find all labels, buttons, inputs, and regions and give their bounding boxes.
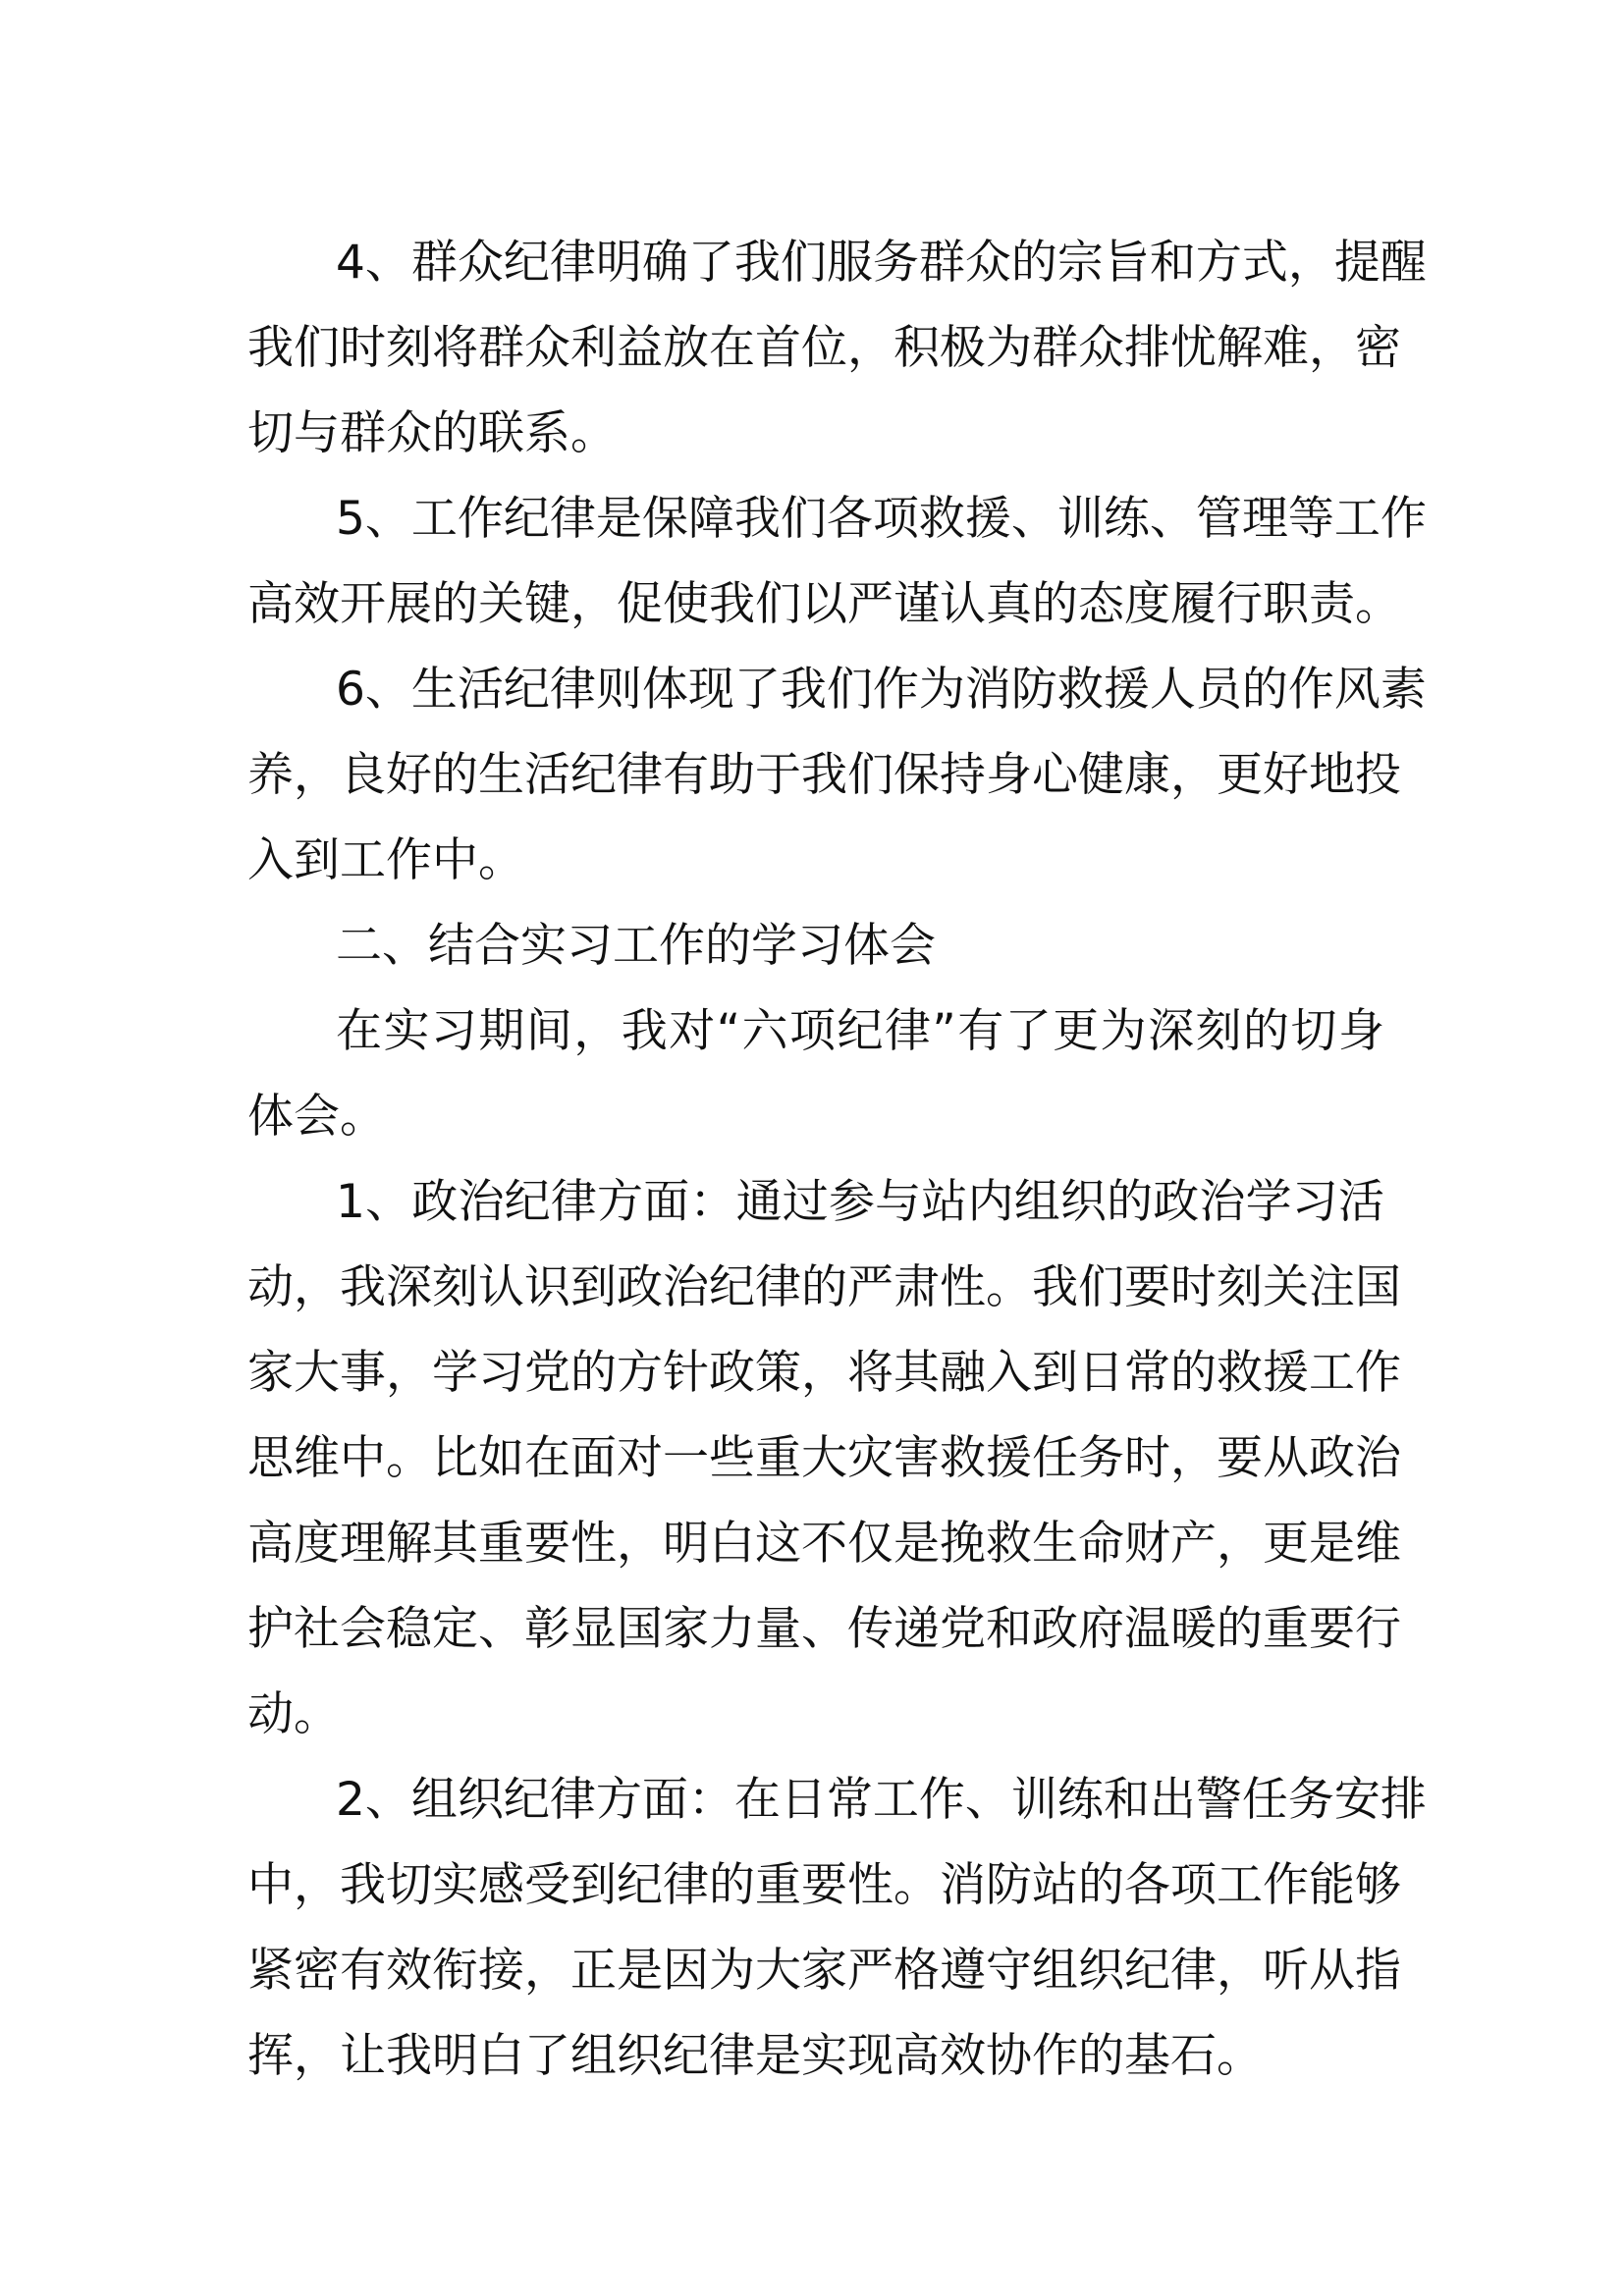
text-line: 体会。: [247, 1090, 386, 1144]
text-line: 1、政治纪律方面：通过参与站内组织的政治学习活: [336, 1175, 1384, 1229]
text-line: 养，良好的生活纪律有助于我们保持身心健康，更好地投: [247, 748, 1401, 802]
text-line: 紧密有效衔接，正是因为大家严格遵守组织纪律，听从指: [247, 1944, 1401, 1998]
text-line: 思维中。比如在面对一些重大灾害救援任务时，要从政治: [247, 1431, 1401, 1485]
text-line: 挥，让我明白了组织纪律是实现高效协作的基石。: [247, 2029, 1263, 2083]
text-line: 5、工作纪律是保障我们各项救援、训练、管理等工作: [336, 492, 1427, 546]
text-line: 在实习期间，我对“六项纪律”有了更为深刻的切身: [336, 1004, 1384, 1058]
paragraph: [247, 476, 1427, 647]
paragraph: [247, 903, 1384, 988]
paragraph: [247, 1757, 1427, 2099]
text-line: 2、组织纪律方面：在日常工作、训练和出警任务安排: [336, 1773, 1427, 1827]
paragraph: [247, 988, 1384, 1159]
paragraph: [247, 1159, 1401, 1757]
text-line: 护社会稳定、彰显国家力量、传递党和政府温暖的重要行: [247, 1602, 1401, 1656]
text-line: 高效开展的关键，促使我们以严谨认真的态度履行职责。: [247, 577, 1401, 631]
text-line: 高度理解其重要性，明白这不仅是挽救生命财产，更是维: [247, 1517, 1401, 1571]
text-line: 入到工作中。: [247, 833, 524, 887]
text-line: 切与群众的联系。: [247, 406, 617, 460]
text-line: 我们时刻将群众利益放在首位，积极为群众排忧解难，密: [247, 321, 1401, 375]
text-line: 中，我切实感受到纪律的重要性。消防站的各项工作能够: [247, 1858, 1401, 1912]
document-body: [247, 220, 1427, 2099]
text-line: 动。: [247, 1687, 340, 1741]
text-line: 6、生活纪律则体现了我们作为消防救援人员的作风素: [336, 663, 1427, 717]
text-line: 二、结合实习工作的学习体会: [336, 919, 936, 973]
text-line: 4、群众纪律明确了我们服务群众的宗旨和方式，提醒: [336, 236, 1427, 290]
paragraph: [247, 220, 1427, 476]
text-line: 动，我深刻认识到政治纪律的严肃性。我们要时刻关注国: [247, 1260, 1401, 1314]
paragraph: [247, 647, 1427, 903]
text-line: 家大事，学习党的方针政策，将其融入到日常的救援工作: [247, 1346, 1401, 1400]
